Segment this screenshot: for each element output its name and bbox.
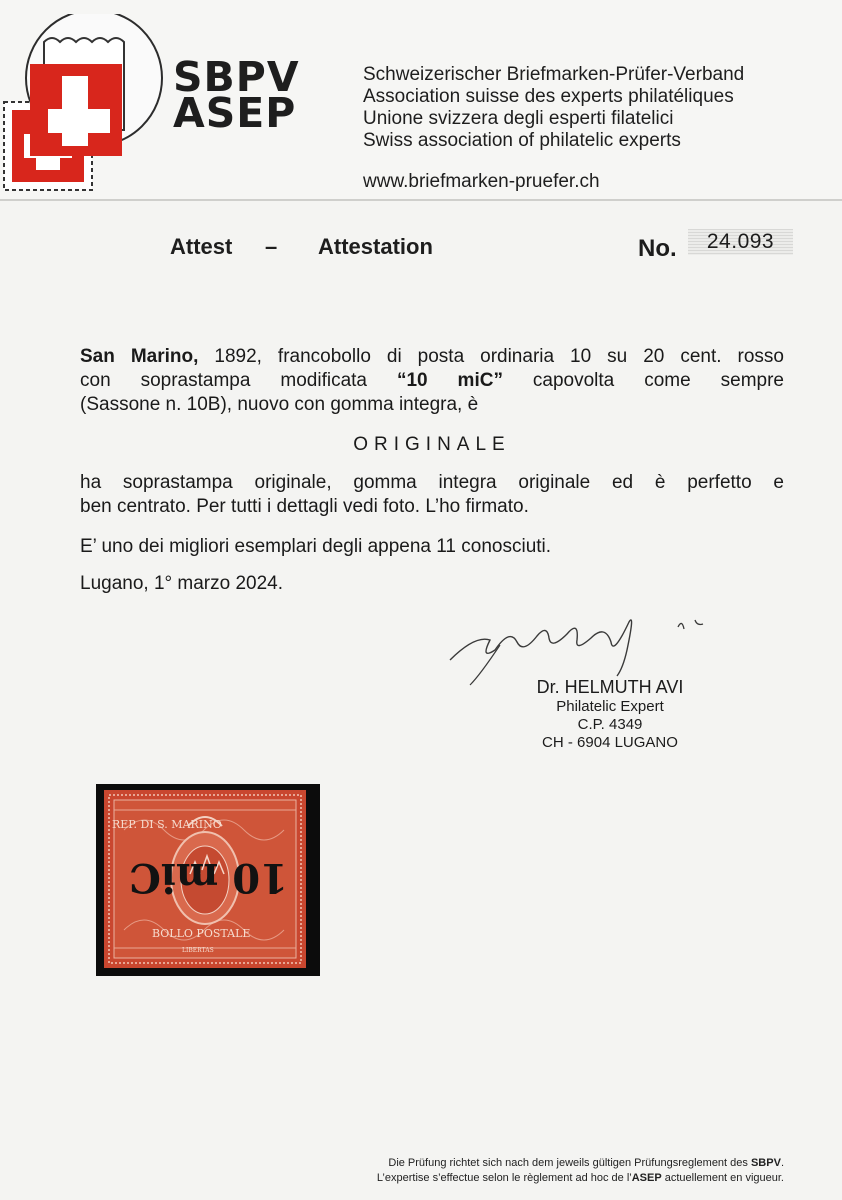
title-dash: –: [265, 234, 278, 259]
inverted-overprint: [129, 854, 288, 901]
association-it: Unione svizzera degli esperti filatelici: [363, 108, 674, 129]
stamp-motto: LIBERTAS: [182, 947, 214, 954]
stamp-top-text: REP. DI S. MARINO: [112, 818, 222, 831]
swiss-cross-stamp-logo: [0, 14, 170, 194]
footer-line-de: Die Prüfung richtet sich nach dem jeweils gültigen Prüfungsreglement des SBPV.: [388, 1157, 784, 1169]
brand-asep: ASEP: [173, 89, 297, 137]
stamp-image: [104, 790, 306, 968]
expert-po-box: C.P. 4349: [577, 716, 643, 733]
expert-name: Dr. HELMUTH AVI: [536, 677, 684, 697]
footer-line-fr: L’expertise s’effectue selon le règlement ad hoc de l’ASEP actuellement en vigueur.: [376, 1172, 784, 1184]
place-date: Lugano, 1° marzo 2024.: [80, 573, 284, 594]
expert-role: Philatelic Expert: [556, 698, 664, 715]
association-de: Schweizerischer Briefmarken-Prüfer-Verband: [363, 64, 745, 85]
text-line-3: (Sassone n. 10B), nuovo con gomma integra, è: [80, 394, 479, 415]
text-line-6: E’ uno dei migliori esemplari degli appena 11 conosciuti.: [80, 536, 552, 557]
sbpv-asep-brand: [173, 53, 300, 137]
brand-sbpv: SBPV: [173, 53, 300, 101]
verdict-originale: ORIGINALE: [353, 434, 511, 455]
expert-city: CH - 6904 LUGANO: [542, 734, 678, 751]
header-divider: [0, 199, 842, 201]
footer-regulations: [300, 1156, 784, 1186]
text-line-5: ben centrato. Per tutti i dettagli vedi foto. L’ho firmato.: [80, 496, 529, 517]
title-attest: Attest: [170, 234, 233, 259]
cross-horizontal: [48, 109, 110, 133]
association-fr: Association suisse des experts philatéliques: [363, 86, 734, 107]
association-names: [363, 64, 744, 152]
expert-block: [500, 676, 720, 752]
certificate-number: 24.093: [688, 229, 793, 255]
country-name: San Marino,: [80, 346, 199, 367]
website-url: www.briefmarken-pruefer.ch: [363, 171, 600, 192]
text-line-2: con soprastampa modificata “10 miC” capovolta come sempre: [80, 370, 784, 391]
text-line-4: ha soprastampa originale, gomma integra originale ed è perfetto e: [80, 472, 784, 493]
overprint-name: “10 miC”: [396, 370, 503, 391]
association-en: Swiss association of philatelic experts: [363, 130, 681, 151]
stamp-bottom-text: BOLLO POSTALE: [152, 927, 251, 940]
certificate-number-label: No.: [638, 235, 677, 262]
stamp-design: [104, 790, 306, 968]
overprint-text: 10 miC: [129, 854, 288, 901]
title-attestation: Attestation: [318, 234, 433, 259]
text-line-1: San Marino, 1892, francobollo di posta ordinaria 10 su 20 cent. rosso: [80, 346, 784, 367]
